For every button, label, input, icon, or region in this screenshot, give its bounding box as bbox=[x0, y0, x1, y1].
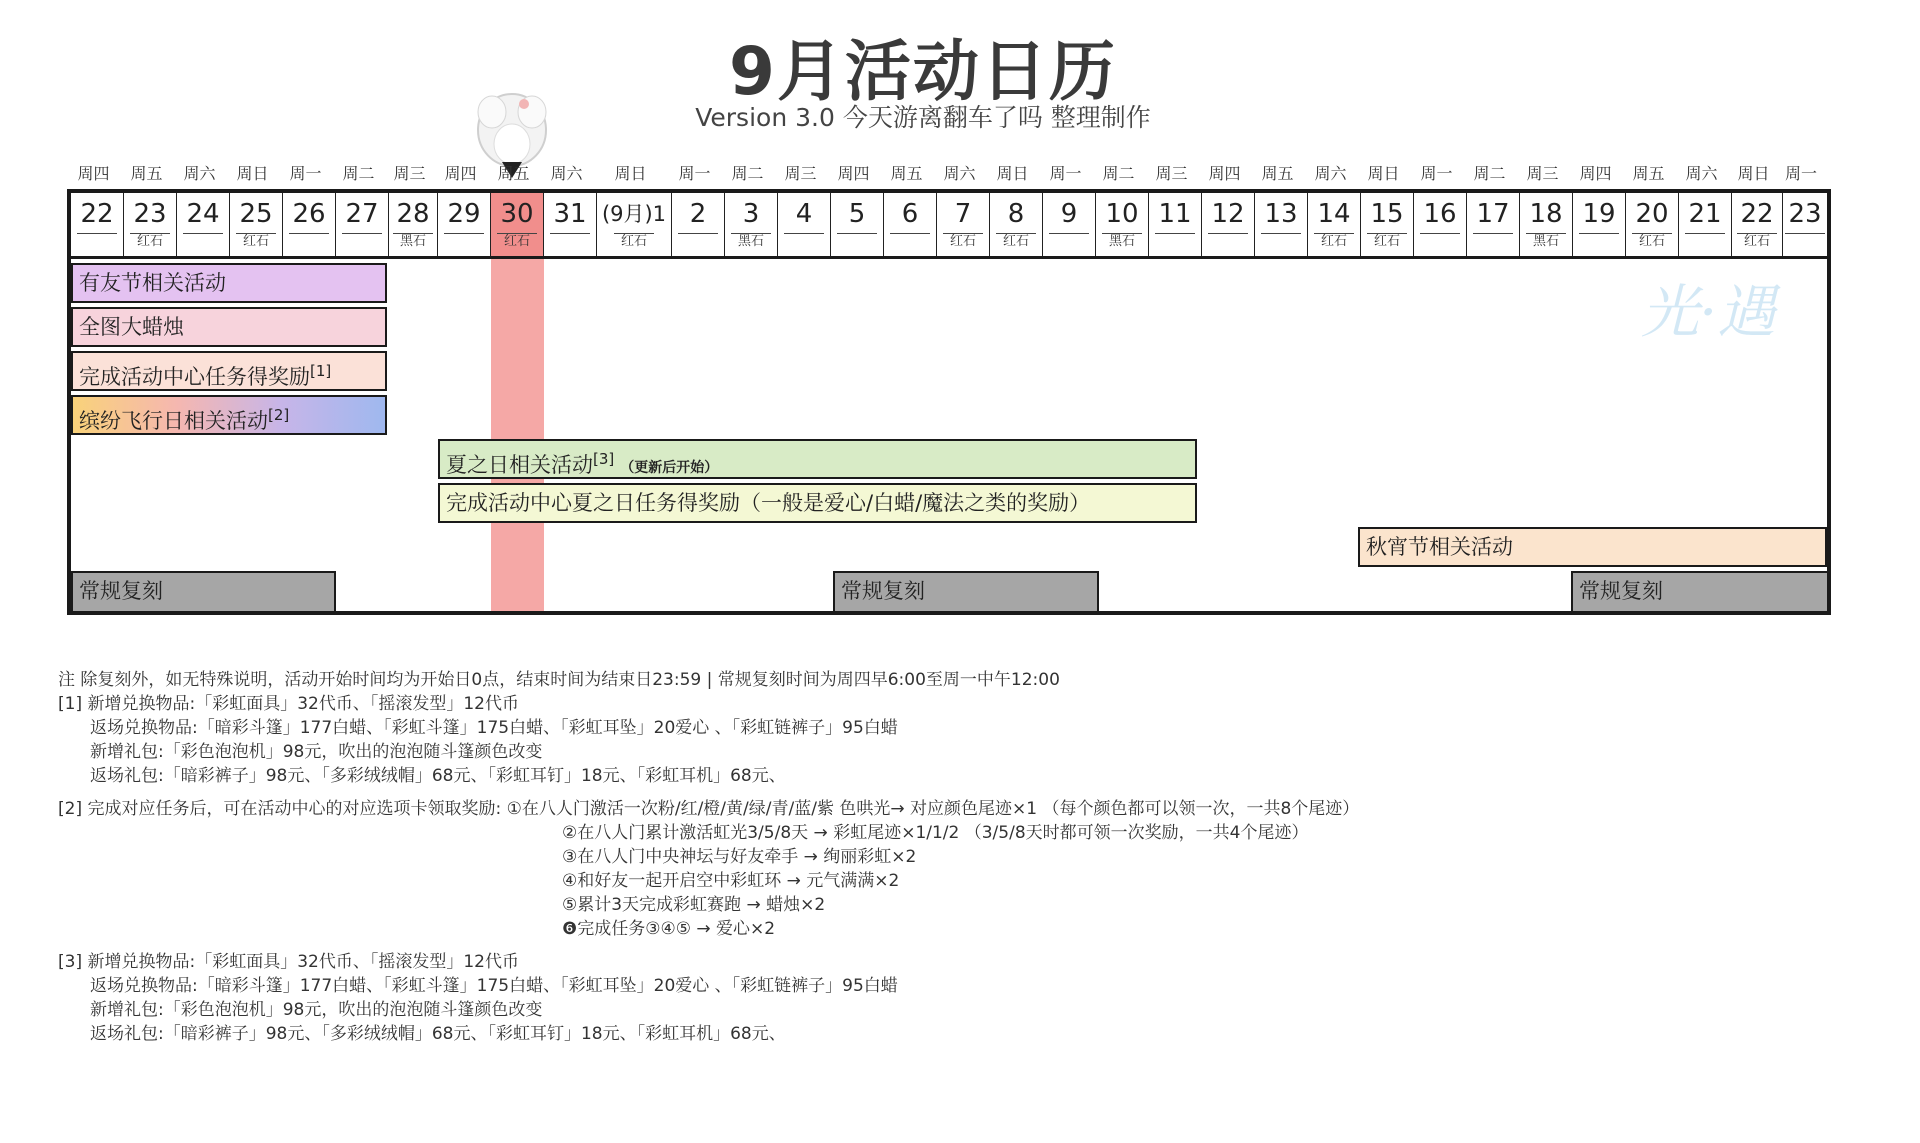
stone-note bbox=[678, 233, 718, 234]
event-label: 完成活动中心夏之日任务得奖励（一般是爱心/白蜡/魔法之类的奖励） bbox=[446, 491, 1091, 515]
weekday-label: 周六 bbox=[550, 164, 583, 183]
date-cell[interactable] bbox=[1520, 193, 1573, 256]
weekday-label: 周三 bbox=[393, 164, 426, 183]
date-cell[interactable] bbox=[725, 193, 778, 256]
weekday-label: 周一 bbox=[1420, 164, 1453, 183]
event-note: （更新后开始） bbox=[620, 460, 719, 476]
note-3-line: 返场礼包:「暗彩裤子」98元、「多彩绒绒帽」68元、「彩虹耳钉」18元、「彩虹耳机」68元、 bbox=[90, 1024, 786, 1044]
note-main: 注 除复刻外，如无特殊说明，活动开始时间均为开始日0点，结束时间为结束日23:59 | 常规复刻时间为周四早6:00至周一中午12:00 bbox=[58, 670, 1060, 690]
stone-note bbox=[1208, 233, 1248, 234]
date-cell[interactable] bbox=[1308, 193, 1361, 256]
date-number: 31 bbox=[553, 199, 587, 229]
stone-note bbox=[837, 233, 877, 234]
calendar-grid bbox=[67, 189, 1831, 615]
weekday-label: 周六 bbox=[1314, 164, 1347, 183]
event-regular-rerun-2[interactable] bbox=[833, 571, 1099, 611]
note-3-line: 新增礼包:「彩色泡泡机」98元，吹出的泡泡随斗篷颜色改变 bbox=[90, 1000, 543, 1020]
weekday-label: 周三 bbox=[784, 164, 817, 183]
date-number: (9月)1 bbox=[601, 202, 667, 226]
page-title: 9月活动日历 bbox=[729, 33, 1117, 110]
note-1-line: 新增礼包:「彩色泡泡机」98元，吹出的泡泡随斗篷颜色改变 bbox=[90, 742, 543, 762]
stone-note: 红石 bbox=[236, 233, 276, 250]
date-cell[interactable] bbox=[230, 193, 283, 256]
stone-note bbox=[289, 233, 329, 234]
weekday-label: 周四 bbox=[1208, 164, 1241, 183]
date-number: 7 bbox=[954, 199, 972, 229]
weekday-label: 周二 bbox=[342, 164, 375, 183]
date-number: 2 bbox=[689, 199, 707, 229]
weekday-label: 周二 bbox=[731, 164, 764, 183]
weekday-label: 周四 bbox=[837, 164, 870, 183]
footnote-ref: [3] bbox=[593, 450, 615, 468]
event-mid-autumn-festival[interactable] bbox=[1358, 527, 1827, 567]
date-cell[interactable] bbox=[1783, 193, 1827, 256]
event-summer-day[interactable] bbox=[438, 439, 1197, 479]
date-number: 20 bbox=[1635, 199, 1669, 229]
date-cell[interactable] bbox=[1361, 193, 1414, 256]
date-cell[interactable] bbox=[1043, 193, 1096, 256]
date-number: 6 bbox=[901, 199, 919, 229]
event-regular-rerun-1[interactable] bbox=[71, 571, 336, 611]
stone-note bbox=[1579, 233, 1619, 234]
event-label: 常规复刻 bbox=[841, 579, 925, 603]
weekday-label: 周二 bbox=[1473, 164, 1506, 183]
event-label: 缤纷飞行日相关活动 bbox=[79, 409, 268, 433]
date-cell[interactable] bbox=[1255, 193, 1308, 256]
weekday-label: 周日 bbox=[614, 164, 647, 183]
note-2-line: ③在八人门中央神坛与好友牵手 → 绚丽彩虹×2 bbox=[562, 847, 917, 867]
note-3-line: [3] 新增兑换物品:「彩虹面具」32代币、「摇滚发型」12代币 bbox=[58, 952, 519, 972]
stone-note bbox=[183, 233, 223, 234]
weekday-label: 周一 bbox=[1049, 164, 1082, 183]
date-cell[interactable] bbox=[1573, 193, 1626, 256]
weekday-label: 周日 bbox=[236, 164, 269, 183]
date-cell[interactable] bbox=[1732, 193, 1783, 256]
sky-logo-watermark: 光·遇 bbox=[1641, 278, 1776, 346]
weekday-label: 周五 bbox=[1632, 164, 1665, 183]
stone-note: 红石 bbox=[130, 233, 170, 250]
date-cell[interactable] bbox=[1096, 193, 1149, 256]
date-number: 23 bbox=[1788, 199, 1822, 229]
footnote-ref: [1] bbox=[310, 362, 332, 380]
date-cell[interactable] bbox=[1626, 193, 1679, 256]
date-cell[interactable] bbox=[597, 193, 672, 256]
date-cell[interactable] bbox=[778, 193, 831, 256]
date-number: 4 bbox=[795, 199, 813, 229]
weekday-label: 周五 bbox=[890, 164, 923, 183]
date-number: 27 bbox=[345, 199, 379, 229]
event-label: 全图大蜡烛 bbox=[79, 315, 184, 339]
weekday-label: 周六 bbox=[943, 164, 976, 183]
weekday-label: 周六 bbox=[1685, 164, 1718, 183]
date-number: 5 bbox=[848, 199, 866, 229]
stone-note: 黑石 bbox=[393, 233, 433, 250]
stone-note bbox=[550, 233, 590, 234]
event-summer-day-tasks[interactable] bbox=[438, 483, 1197, 523]
note-2-head: [2] 完成对应任务后，可在活动中心的对应选项卡领取奖励: ①在八人门激活一次粉/红/橙/黄/绿/青/蓝/紫 色哄光→ 对应颜色尾迹×1 （每个颜色都可以领一次，一共8个尾迹） bbox=[58, 799, 1360, 819]
date-cell[interactable] bbox=[438, 193, 491, 256]
weekday-label: 周五 bbox=[497, 164, 530, 183]
weekday-label: 周三 bbox=[1155, 164, 1188, 183]
weekday-label: 周四 bbox=[77, 164, 110, 183]
weekday-label: 周日 bbox=[996, 164, 1029, 183]
event-friendship-festival[interactable] bbox=[71, 263, 387, 303]
date-cell[interactable] bbox=[831, 193, 884, 256]
stone-note bbox=[890, 233, 930, 234]
date-cell[interactable] bbox=[1414, 193, 1467, 256]
stone-note bbox=[1261, 233, 1301, 234]
date-cell[interactable] bbox=[491, 193, 544, 256]
note-1-line: 返场兑换物品:「暗彩斗篷」177白蜡、「彩虹斗篷」175白蜡、「彩虹耳坠」20爱心 、「彩虹链裤子」95白蜡 bbox=[90, 718, 898, 738]
notes-section bbox=[58, 668, 1838, 1046]
date-number: 26 bbox=[292, 199, 326, 229]
stone-note bbox=[1420, 233, 1460, 234]
date-number: 16 bbox=[1423, 199, 1457, 229]
weekday-label: 周六 bbox=[183, 164, 216, 183]
date-cell[interactable] bbox=[544, 193, 597, 256]
footnote-ref: [2] bbox=[268, 406, 290, 424]
date-cell[interactable] bbox=[884, 193, 937, 256]
date-cell[interactable] bbox=[1467, 193, 1520, 256]
note-1-line: [1] 新增兑换物品:「彩虹面具」32代币、「摇滚发型」12代币 bbox=[58, 694, 519, 714]
date-number: 25 bbox=[239, 199, 273, 229]
stone-note: 红石 bbox=[614, 233, 654, 250]
date-cell[interactable] bbox=[389, 193, 438, 256]
stone-note: 红石 bbox=[497, 233, 537, 250]
weekday-label: 周四 bbox=[444, 164, 477, 183]
date-number: 24 bbox=[186, 199, 220, 229]
event-regular-rerun-3[interactable] bbox=[1571, 571, 1827, 611]
date-number: 3 bbox=[742, 199, 760, 229]
event-label: 夏之日相关活动 bbox=[446, 453, 593, 477]
stone-note: 黑石 bbox=[1102, 233, 1142, 250]
date-cell[interactable] bbox=[71, 193, 124, 256]
date-number: 10 bbox=[1105, 199, 1139, 229]
stone-note: 红石 bbox=[1632, 233, 1672, 250]
note-2-line: ⑤累计3天完成彩虹赛跑 → 蜡烛×2 bbox=[562, 895, 826, 915]
event-label: 常规复刻 bbox=[79, 579, 163, 603]
stone-note: 黑石 bbox=[731, 233, 771, 250]
date-number: 11 bbox=[1158, 199, 1192, 229]
date-number: 18 bbox=[1529, 199, 1563, 229]
date-number: 15 bbox=[1370, 199, 1404, 229]
date-cell[interactable] bbox=[124, 193, 177, 256]
date-cell[interactable] bbox=[1202, 193, 1255, 256]
date-cell[interactable] bbox=[672, 193, 725, 256]
date-cell[interactable] bbox=[336, 193, 389, 256]
stone-note bbox=[1785, 233, 1825, 234]
date-number: 22 bbox=[80, 199, 114, 229]
event-colorful-flight-day[interactable] bbox=[71, 395, 387, 435]
weekday-label: 周一 bbox=[289, 164, 322, 183]
event-label: 有友节相关活动 bbox=[79, 271, 226, 295]
stone-note: 红石 bbox=[943, 233, 983, 250]
weekday-label: 周三 bbox=[1526, 164, 1559, 183]
date-cell[interactable] bbox=[177, 193, 230, 256]
date-number: 8 bbox=[1007, 199, 1025, 229]
weekday-label: 周五 bbox=[1261, 164, 1294, 183]
stone-note: 红石 bbox=[1367, 233, 1407, 250]
date-number: 9 bbox=[1060, 199, 1078, 229]
weekday-label: 周日 bbox=[1737, 164, 1770, 183]
stone-note bbox=[444, 233, 484, 234]
date-number: 21 bbox=[1688, 199, 1722, 229]
stone-note: 红石 bbox=[1737, 233, 1777, 250]
date-number: 23 bbox=[133, 199, 167, 229]
date-number: 17 bbox=[1476, 199, 1510, 229]
date-cell[interactable] bbox=[283, 193, 336, 256]
weekday-label: 周二 bbox=[1102, 164, 1135, 183]
stone-note bbox=[1685, 233, 1725, 234]
date-number: 30 bbox=[500, 199, 534, 229]
weekday-label: 周日 bbox=[1367, 164, 1400, 183]
note-2-line: ④和好友一起开启空中彩虹环 → 元气满满×2 bbox=[562, 871, 900, 891]
page-subtitle: Version 3.0 今天游离翻车了吗 整理制作 bbox=[695, 103, 1151, 132]
event-label: 秋宵节相关活动 bbox=[1366, 535, 1513, 559]
date-number: 22 bbox=[1740, 199, 1774, 229]
stone-note bbox=[1155, 233, 1195, 234]
note-2-line: ❻完成任务③④⑤ → 爱心×2 bbox=[562, 919, 776, 939]
note-3-line: 返场兑换物品:「暗彩斗篷」177白蜡、「彩虹斗篷」175白蜡、「彩虹耳坠」20爱心 、「彩虹链裤子」95白蜡 bbox=[90, 976, 898, 996]
date-number: 29 bbox=[447, 199, 481, 229]
date-number: 28 bbox=[396, 199, 430, 229]
event-activity-center-rewards[interactable] bbox=[71, 351, 387, 391]
date-cell[interactable] bbox=[1149, 193, 1202, 256]
weekday-label: 周五 bbox=[130, 164, 163, 183]
event-label: 常规复刻 bbox=[1579, 579, 1663, 603]
date-cell[interactable] bbox=[990, 193, 1043, 256]
date-row bbox=[71, 193, 1827, 259]
date-number: 13 bbox=[1264, 199, 1298, 229]
date-cell[interactable] bbox=[937, 193, 990, 256]
stone-note: 黑石 bbox=[1526, 233, 1566, 250]
stone-note bbox=[1473, 233, 1513, 234]
weekday-label: 周一 bbox=[678, 164, 711, 183]
stone-note bbox=[1049, 233, 1089, 234]
stone-note bbox=[342, 233, 382, 234]
weekday-label: 周一 bbox=[1784, 164, 1817, 183]
note-1-line: 返场礼包:「暗彩裤子」98元、「多彩绒绒帽」68元、「彩虹耳钉」18元、「彩虹耳机」68元、 bbox=[90, 766, 786, 786]
date-number: 12 bbox=[1211, 199, 1245, 229]
stone-note: 红石 bbox=[996, 233, 1036, 250]
date-number: 19 bbox=[1582, 199, 1616, 229]
date-cell[interactable] bbox=[1679, 193, 1732, 256]
weekday-label: 周四 bbox=[1579, 164, 1612, 183]
stone-note bbox=[77, 233, 117, 234]
date-number: 14 bbox=[1317, 199, 1351, 229]
note-2-line: ②在八人门累计激活虹光3/5/8天 → 彩虹尾迹×1/1/2 （3/5/8天时都可领一次奖励，一共4个尾迹） bbox=[562, 823, 1309, 843]
event-label: 完成活动中心任务得奖励 bbox=[79, 365, 310, 389]
weekday-row bbox=[67, 161, 1831, 185]
stone-note: 红石 bbox=[1314, 233, 1354, 250]
event-big-candle[interactable] bbox=[71, 307, 387, 347]
stone-note bbox=[784, 233, 824, 234]
